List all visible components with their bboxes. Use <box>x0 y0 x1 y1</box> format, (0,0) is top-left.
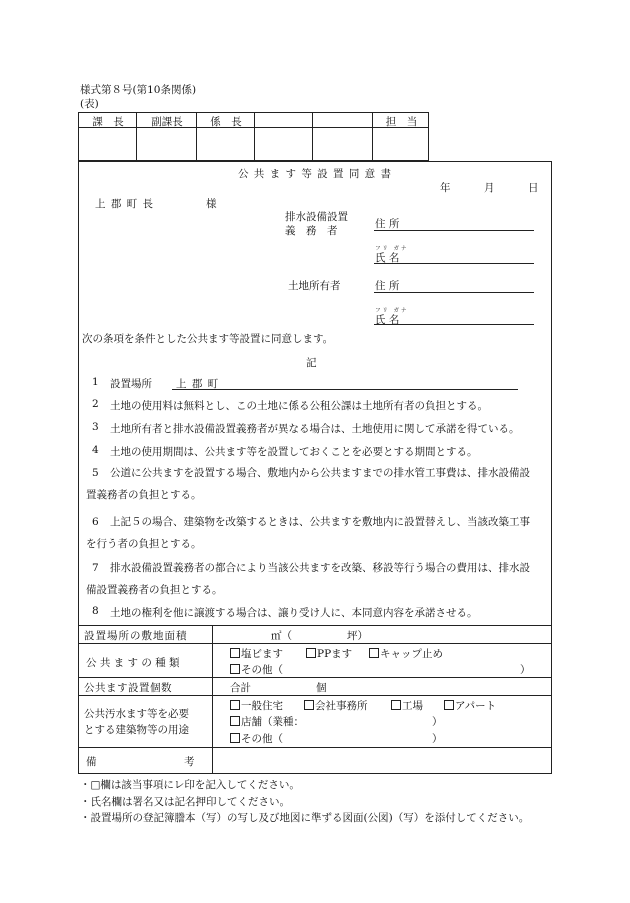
clause-number: 1 <box>92 376 99 388</box>
checkbox-icon[interactable] <box>230 700 240 710</box>
date-year: 年 <box>440 182 451 194</box>
kind-option-other-label: その他（ <box>241 664 283 676</box>
area-label: 設置場所の敷地面積 <box>84 630 188 642</box>
clause-number: 6 <box>92 516 99 528</box>
obligor-address-label: 住 所 <box>375 218 400 230</box>
usage-option-shop[interactable] <box>230 714 304 729</box>
usage-option-office[interactable] <box>304 698 368 713</box>
obligor-name-field[interactable] <box>374 263 534 264</box>
front-side-label: (表) <box>80 98 99 110</box>
usage-option-other[interactable] <box>230 731 283 746</box>
clause-text: 排水設備設置義務者の都合により当該公共ますを改築、移設等行う場合の費用は、排水設備設置義務者の負担とする。 <box>86 562 530 596</box>
clause-text: 土地の使用料は無料とし、この土地に係る公租公課は土地所有者の負担とする。 <box>110 400 488 412</box>
usage-option-office-label: 会社事務所 <box>315 700 368 712</box>
area-unit-tsubo: 坪） <box>347 630 368 642</box>
owner-role: 土地所有者 <box>288 280 341 292</box>
usage-option-other-label: その他（ <box>241 733 283 745</box>
obligor-furigana-label: フリ ガナ <box>375 246 409 252</box>
date-month: 月 <box>484 182 495 194</box>
kind-option-pvc[interactable] <box>230 646 283 661</box>
addressee: 上 郡 町 長 <box>95 198 155 210</box>
kind-option-pp[interactable] <box>306 646 352 661</box>
checkbox-icon[interactable] <box>230 664 240 674</box>
checkbox-icon[interactable] <box>306 648 316 658</box>
subsection-chief-label: 係 長 <box>210 116 242 128</box>
clause-text: 設置場所 <box>110 378 152 390</box>
kind-label: 公 共 ま す の 種 類 <box>86 657 180 669</box>
clause-text: 土地の権利を他に譲渡する場合は、譲り受け人に、本同意内容を承諾させる。 <box>110 607 478 619</box>
usage-label-line2: とする建築物等の用途 <box>84 724 189 736</box>
checkbox-icon[interactable] <box>304 700 314 710</box>
owner-address-field[interactable] <box>374 292 534 293</box>
usage-option-house[interactable] <box>230 698 283 713</box>
clause-number: 4 <box>92 444 99 456</box>
note-checkbox-instruction: ・□欄は該当事項にレ印を記入してください。 <box>80 779 300 791</box>
date-day: 日 <box>528 182 539 194</box>
location-value: 上 郡 町 <box>176 378 220 390</box>
kind-option-pvc-label: 塩ビます <box>241 648 283 660</box>
usage-other-close: ） <box>432 733 443 745</box>
clause-text: 土地所有者と排水設備設置義務者が異なる場合は、土地使用に関して承諾を得ている。 <box>110 423 520 435</box>
note-attachment-instruction: ・設置場所の登記簿謄本（写）の写し及び地図に準ずる図面(公図)（写）を添付してください。 <box>80 812 530 824</box>
usage-option-apartment[interactable] <box>444 698 496 713</box>
note-signature-instruction: ・氏名欄は署名又は記名押印してください。 <box>80 796 290 808</box>
form-number: 様式第８号(第10条関係) <box>80 84 197 96</box>
obligor-address-field[interactable] <box>374 230 534 231</box>
form-title: 公 共 ま す 等 設 置 同 意 書 <box>237 168 393 180</box>
kind-option-other[interactable] <box>230 662 283 677</box>
clause-text: 上記５の場合、建築物を改築するときは、公共ますを敷地内に設置替えし、当該改築工事を行う者の負担とする。 <box>86 516 530 550</box>
usage-option-house-label: 一般住宅 <box>241 700 283 712</box>
clause-number: 5 <box>92 467 99 479</box>
area-unit-m2: ㎡（ <box>271 630 292 642</box>
obligor-role-line2: 義 務 者 <box>285 225 338 237</box>
kind-option-cap-label: キャップ止め <box>380 648 443 660</box>
clause-number: 2 <box>92 398 99 410</box>
usage-option-shop-label: 店舗（業種： <box>241 716 304 728</box>
kind-option-pp-label: PPます <box>317 648 353 660</box>
kind-other-close: ） <box>520 664 531 676</box>
location-field[interactable] <box>172 389 518 390</box>
obligor-name-label: 氏 名 <box>375 252 400 264</box>
owner-name-field[interactable] <box>374 324 534 325</box>
usage-option-factory[interactable] <box>391 698 423 713</box>
usage-label-line1: 公共汚水ます等を必要 <box>84 708 189 720</box>
obligor-role-line1: 排水設備設置 <box>285 211 348 223</box>
remarks-label-right: 考 <box>184 756 195 768</box>
usage-option-factory-label: 工場 <box>402 700 423 712</box>
owner-name-label: 氏 名 <box>375 314 400 326</box>
owner-address-label: 住 所 <box>375 280 400 292</box>
honorific: 様 <box>206 198 217 210</box>
consent-intro: 次の条項を条件とした公共ます等設置に同意します。 <box>82 333 334 345</box>
count-label: 公共ます設置個数 <box>84 682 172 694</box>
checkbox-icon[interactable] <box>230 733 240 743</box>
clause-number: 8 <box>92 605 99 617</box>
remarks-field[interactable] <box>214 749 550 772</box>
clause-number: 7 <box>92 562 99 574</box>
kind-option-cap[interactable] <box>369 646 443 661</box>
usage-shop-close: ） <box>432 716 443 728</box>
usage-option-apartment-label: アパート <box>455 700 497 712</box>
clause-text: 公道に公共ますを設置する場合、敷地内から公共ますまでの排水管工事費は、排水設備設置義務者の負担とする。 <box>86 467 530 501</box>
remarks-label-left: 備 <box>86 756 97 768</box>
section-chief-label: 課 長 <box>92 116 124 128</box>
checkbox-icon[interactable] <box>391 700 401 710</box>
checkbox-icon[interactable] <box>369 648 379 658</box>
checkbox-icon[interactable] <box>230 648 240 658</box>
clause-number: 3 <box>92 421 99 433</box>
clause-text: 土地の使用期間は、公共ます等を設置しておくことを必要とする期間とする。 <box>110 446 478 458</box>
owner-furigana-label: フリ ガナ <box>375 308 409 314</box>
staff-in-charge-label: 担 当 <box>385 116 418 128</box>
count-unit: 個 <box>316 682 327 694</box>
deputy-chief-label: 副課長 <box>151 116 183 128</box>
checkbox-icon[interactable] <box>230 716 240 726</box>
checkbox-icon[interactable] <box>444 700 454 710</box>
count-total-label: 合計 <box>230 682 251 694</box>
ki-heading: 記 <box>306 357 317 369</box>
